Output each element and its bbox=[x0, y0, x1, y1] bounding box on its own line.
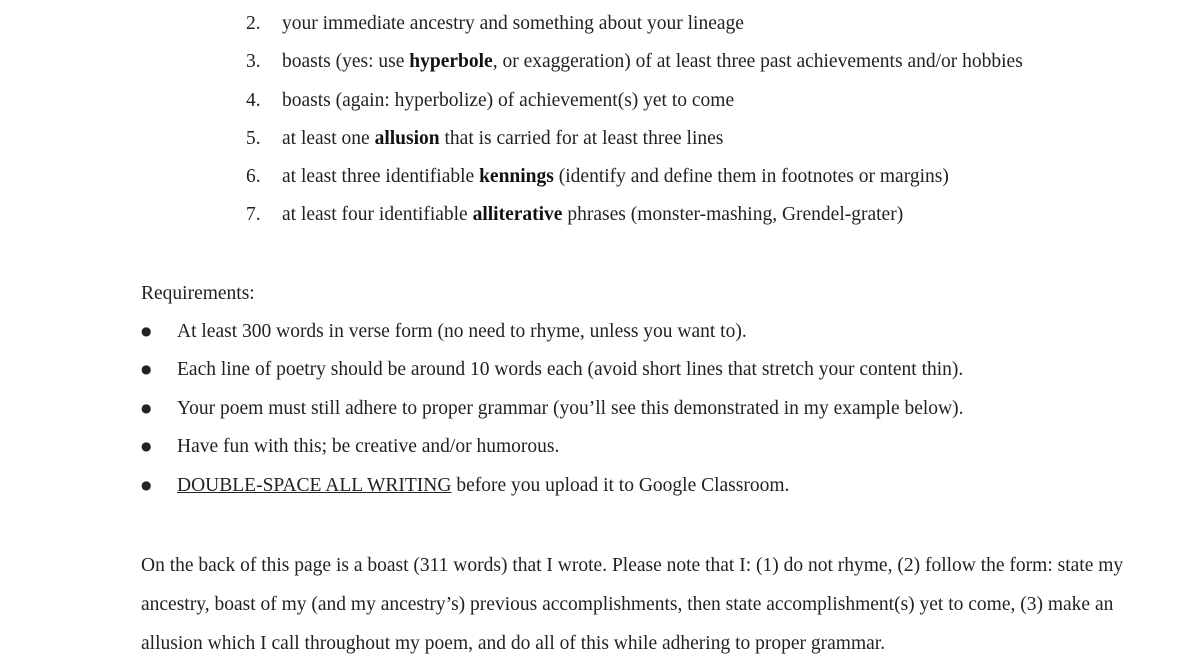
list-item-text bbox=[282, 13, 744, 34]
requirement-item bbox=[141, 470, 964, 508]
bullet-icon: ● bbox=[141, 362, 152, 377]
requirement-item bbox=[141, 316, 964, 354]
text-run: Have fun with this; be creative and/or humorous. bbox=[177, 436, 560, 458]
closing-paragraph: On the back of this page is a boast (311 words) that I wrote. Please note that I: (1) do not rhyme, (2) follow the form: state my ancestry, boast of my (and my ancestry’s) previous accomplishments, then state accomplishment(s) yet to come, (3) make an allusion which I call throughout my poem, and do all of this while adhering to proper grammar. bbox=[141, 555, 1124, 654]
list-item-number: 2. bbox=[246, 13, 261, 34]
list-item-number: 4. bbox=[246, 89, 261, 111]
underlined-text: DOUBLE-SPACE ALL WRITING bbox=[177, 474, 452, 496]
text-run: Your poem must still adhere to proper grammar (you’ll see this demonstrated in my example below). bbox=[177, 397, 964, 419]
text-run: that is carried for at least three lines bbox=[439, 127, 724, 149]
list-item-text bbox=[282, 166, 949, 187]
bold-term: allusion bbox=[374, 127, 440, 149]
text-run: Each line of poetry should be around 10 words each (avoid short lines that stretch your content thin). bbox=[177, 359, 964, 381]
text-run: before you upload it to Google Classroom. bbox=[451, 474, 790, 496]
list-item-number: 5. bbox=[246, 127, 261, 149]
text-run: boasts (again: hyperbolize) of achievement(s) yet to come bbox=[282, 89, 735, 111]
list-item-text bbox=[282, 90, 734, 111]
numbered-list-item bbox=[246, 86, 1023, 124]
bullet-icon: ● bbox=[141, 477, 152, 492]
list-item-number: 6. bbox=[246, 166, 261, 188]
list-item-text bbox=[282, 128, 723, 149]
list-item-text bbox=[282, 204, 903, 225]
text-run: phrases (monster-mashing, Grendel-grater) bbox=[562, 204, 904, 226]
requirement-item bbox=[141, 393, 964, 431]
text-run: (identify and define them in footnotes or margins) bbox=[553, 166, 949, 188]
requirement-item bbox=[141, 431, 964, 469]
bold-term: hyperbole bbox=[409, 51, 493, 73]
numbered-list-item bbox=[246, 162, 1023, 200]
text-run: boasts (yes: use bbox=[282, 51, 410, 73]
bold-term: alliterative bbox=[472, 204, 563, 226]
list-item-number: 3. bbox=[246, 51, 261, 73]
numbered-list-item bbox=[246, 47, 1023, 85]
list-item-text bbox=[282, 51, 1023, 72]
bullet-icon: ● bbox=[141, 439, 152, 454]
text-run: at least three identifiable bbox=[282, 166, 480, 188]
bullet-icon: ● bbox=[141, 400, 152, 415]
list-item-number: 7. bbox=[246, 204, 261, 226]
text-run: your immediate ancestry and something about your lineage bbox=[282, 13, 744, 34]
requirement-item bbox=[141, 354, 964, 392]
text-run: at least one bbox=[282, 127, 375, 149]
numbered-list-item bbox=[246, 9, 1023, 47]
numbered-list-item bbox=[246, 200, 1023, 238]
text-run: At least 300 words in verse form (no need to rhyme, unless you want to). bbox=[177, 321, 747, 342]
text-run: at least four identifiable bbox=[282, 204, 473, 226]
requirements-heading: Requirements: bbox=[141, 283, 255, 304]
requirements-list bbox=[141, 316, 964, 508]
numbered-list-item bbox=[246, 124, 1023, 162]
bullet-icon: ● bbox=[141, 324, 152, 338]
text-run: , or exaggeration) of at least three past achievements and/or hobbies bbox=[492, 51, 1023, 73]
assignment-element-list bbox=[246, 9, 1023, 239]
bold-term: kennings bbox=[479, 166, 554, 188]
